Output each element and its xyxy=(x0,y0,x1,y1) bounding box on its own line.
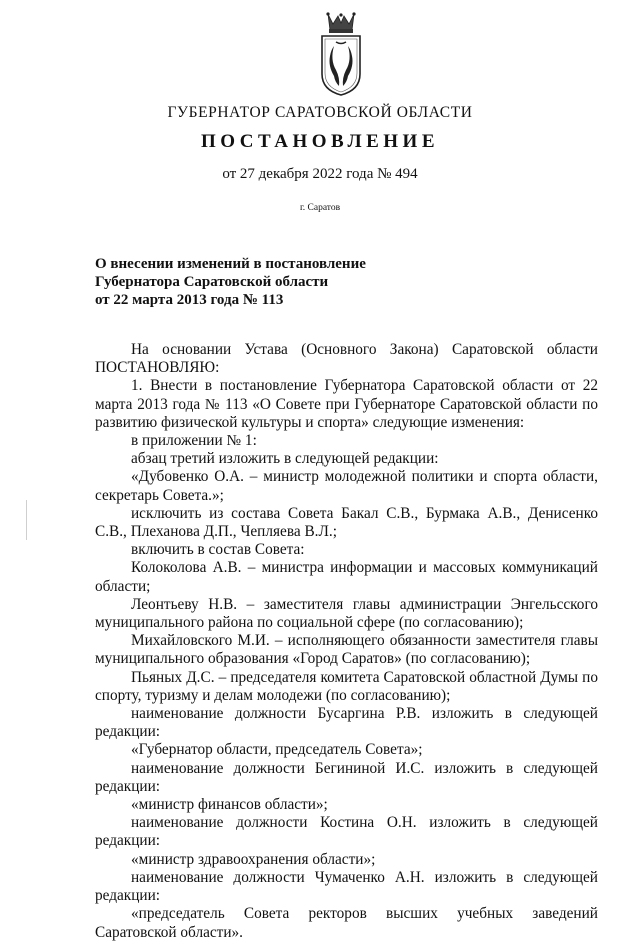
body-paragraph: «министр здравоохранения области»; xyxy=(131,850,376,868)
issuing-authority: ГУБЕРНАТОР САРАТОВСКОЙ ОБЛАСТИ xyxy=(167,104,473,121)
body-paragraph: наименование должности Костина О.Н. изложить в следующей редакции: xyxy=(95,814,598,850)
scan-margin-mark xyxy=(26,500,27,540)
document-body xyxy=(95,341,598,942)
body-paragraph: исключить из состава Совета Бакал С.В., Бурмака А.В., Денисенко С.В., Плеханова Д.П., Чепляева В.Л.; xyxy=(95,504,598,541)
body-paragraph: наименование должности Бусаргина Р.В. изложить в следующей редакции: xyxy=(95,705,598,741)
body-paragraph: «председатель Совета ректоров высших учебных заведений Саратовской области». xyxy=(95,905,598,941)
body-paragraph: абзац третий изложить в следующей редакции: xyxy=(131,450,439,468)
body-paragraph: Колоколова А.В. – министра информации и массовых коммуникаций области; xyxy=(95,559,598,595)
subject-line: от 22 марта 2013 года № 113 xyxy=(95,292,284,308)
body-paragraph: Леонтьеву Н.В. – заместителя главы администрации Энгельсского муниципального района по социальной сфере (по согласованию); xyxy=(95,595,598,632)
subject-line: Губернатора Саратовской области xyxy=(95,274,329,290)
body-paragraph: Михайловского М.И. – исполняющего обязанности заместителя главы муниципального образования «Город Саратов» (по согласованию); xyxy=(95,632,598,668)
body-paragraph: в приложении № 1: xyxy=(131,432,257,450)
subject-line: О внесении изменений в постановление xyxy=(95,256,366,272)
body-paragraph: 1. Внести в постановление Губернатора Саратовской области от 22 марта 2013 года № 113 «О Совете при Губернаторе Саратовской области по развитию физической культуры и спорта» следующие изменения: xyxy=(95,377,598,431)
coat-of-arms-icon xyxy=(314,12,368,96)
body-paragraph: наименование должности Бегининой И.С. изложить в следующей редакции: xyxy=(95,759,598,795)
body-paragraph: наименование должности Чумаченко А.Н. изложить в следующей редакции: xyxy=(95,868,598,905)
document-city: г. Саратов xyxy=(299,203,341,213)
document-date-number: от 27 декабря 2022 года № 494 xyxy=(222,166,418,182)
body-paragraph: включить в состав Совета: xyxy=(131,541,305,559)
body-paragraph: «Губернатор области, председатель Совета»; xyxy=(131,741,423,759)
body-paragraph: На основании Устава (Основного Закона) Саратовской области ПОСТАНОВЛЯЮ: xyxy=(95,341,598,377)
document-type: ПОСТАНОВЛЕНИЕ xyxy=(200,131,440,152)
body-paragraph: «Дубовенко О.А. – министр молодежной политики и спорта области, секретарь Совета.»; xyxy=(95,468,598,504)
document-subject xyxy=(95,255,366,309)
body-paragraph: Пьяных Д.С. – председателя комитета Саратовской областной Думы по спорту, туризму и делам молодежи (по согласованию); xyxy=(95,668,598,704)
body-paragraph: «министр финансов области»; xyxy=(131,796,328,814)
